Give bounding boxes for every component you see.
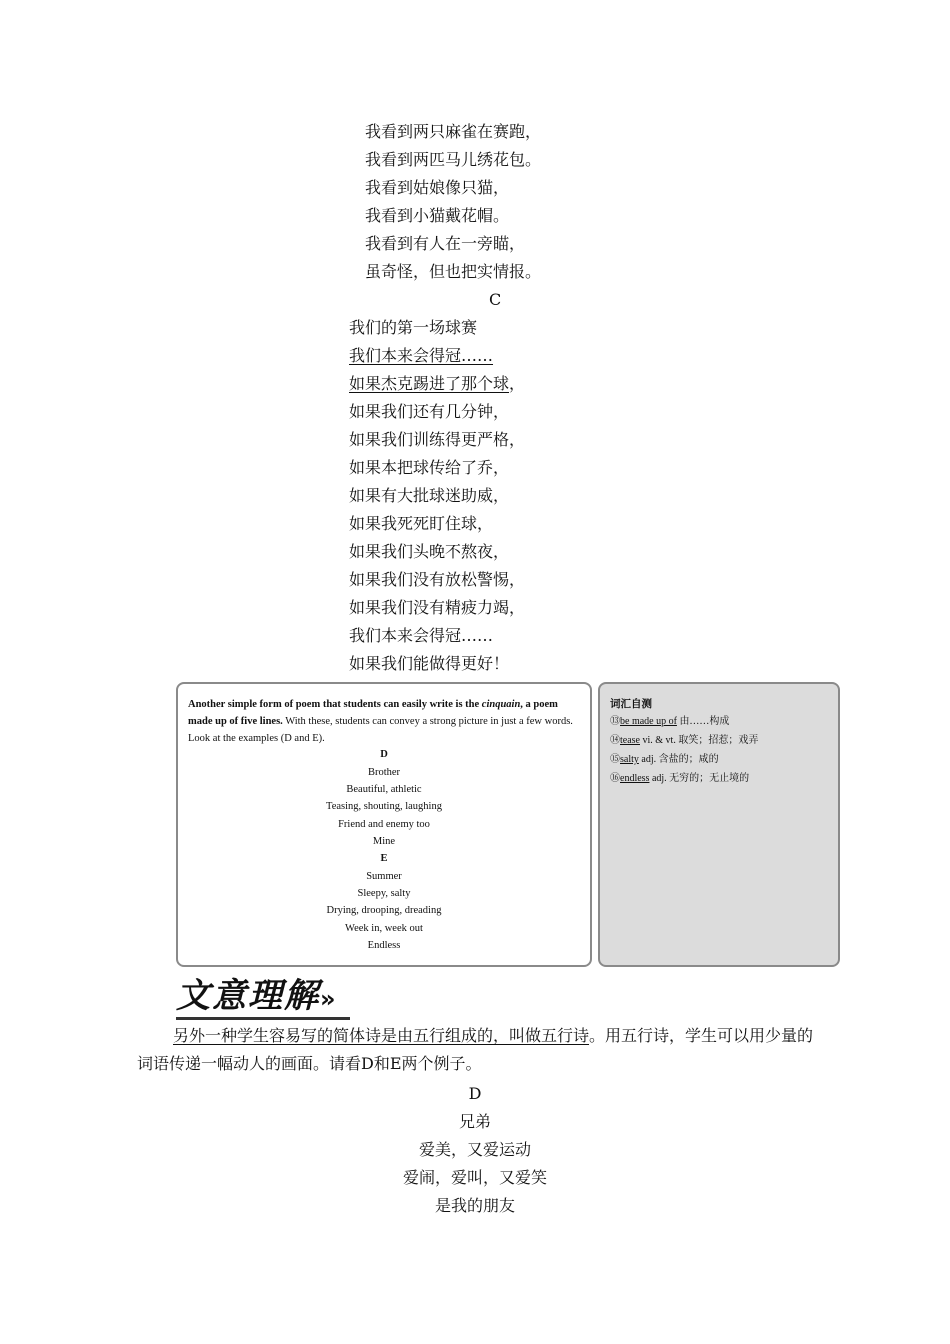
poem-d-line: Beautiful, athletic <box>346 784 422 795</box>
poem-b-line: 虽奇怪，但也把实情报。 <box>365 262 542 281</box>
poem-c-line: 如果我们训练得更严格， <box>349 430 526 449</box>
poem-c-line: 如果我死死盯住球， <box>349 514 494 533</box>
poem-d-line: Friend and enemy too <box>338 819 430 830</box>
poem-d-label: D <box>380 749 388 760</box>
vocab-num: ⑭ <box>610 735 620 746</box>
vocab-def: vi. & vt. 取笑；招惹；戏弄 <box>640 735 759 746</box>
paragraph-underlined: 另外一种学生容易写的简体诗是由五行组成的，叫做五行诗 <box>173 1026 590 1045</box>
intro-italic: cinquain <box>481 699 521 710</box>
poem-c-line: 我们本来会得冠…… <box>349 346 494 365</box>
poem-d-line: Teasing, shouting, laughing <box>326 801 442 812</box>
vocab-word: salty <box>620 754 639 765</box>
intro-bold: Another simple form of poem that students can easily write is the <box>188 699 482 710</box>
poem-c-line <box>349 374 525 394</box>
poem-c-line-punct: ， <box>509 374 526 393</box>
poem-b-line: 我看到两只麻雀在赛跑， <box>365 122 542 141</box>
vocab-word: tease <box>620 735 640 746</box>
vocab-item <box>610 772 749 786</box>
vocab-num: ⑯ <box>610 773 620 784</box>
vocab-def: 由……构成 <box>676 716 730 727</box>
cn-poem-d-line: 兄弟 <box>458 1112 491 1131</box>
poem-e-line: Sleepy, salty <box>357 888 411 899</box>
poem-c-line: 我们的第一场球赛 <box>349 318 478 337</box>
poem-c-line: 如果我们没有精疲力竭， <box>349 598 526 617</box>
poem-c-line: 如果我们头晚不熬夜， <box>349 542 510 561</box>
poem-b-line: 我看到有人在一旁瞄， <box>365 234 526 253</box>
poem-b-line: 我看到两匹马儿绣花包。 <box>365 150 542 169</box>
vocab-num: ⑮ <box>610 754 620 765</box>
vocab-word: endless <box>620 773 650 784</box>
vocab-item <box>610 715 729 729</box>
poem-c-line: 如果我们还有几分钟， <box>349 402 510 421</box>
poem-b-line: 我看到小猫戴花帽。 <box>365 206 510 225</box>
vocab-word: be made up of <box>620 716 677 727</box>
textbook-excerpt-box <box>176 682 592 967</box>
poem-b-line: 我看到姑娘像只猫， <box>365 178 510 197</box>
vocab-def: adj. 无穷的；无止境的 <box>649 773 750 784</box>
heading-chevron-icon: » <box>320 985 338 1013</box>
vocab-item <box>610 734 758 748</box>
poem-e-line: Drying, drooping, dreading <box>326 905 442 916</box>
section-heading <box>176 976 338 1019</box>
poem-c-line: 如果我们没有放松警惕， <box>349 570 526 589</box>
vocab-item <box>610 753 719 767</box>
poem-c-line-underlined: 如果杰克踢进了那个球 <box>349 374 510 393</box>
poem-d-line: Mine <box>372 836 396 847</box>
translation-paragraph <box>137 1022 817 1078</box>
cn-poem-d-line: 爱美，又爱运动 <box>418 1140 531 1159</box>
intro-rest: With these, students can convey a strong picture in just a few words. Look at the examples (D and E). <box>188 716 573 744</box>
poem-c-line: 如果有大批球迷助威， <box>349 486 510 505</box>
poem-d-line: Brother <box>367 767 401 778</box>
poem-c-line: 我们本来会得冠…… <box>349 626 494 645</box>
poem-c-line: 如果我们能做得更好！ <box>349 654 510 673</box>
section-heading-text: 文意理解 <box>176 976 320 1016</box>
vocab-box <box>598 682 840 967</box>
intro-bold-2: , a poem made up of five lines. <box>188 699 558 727</box>
cn-poem-d-line: 是我的朋友 <box>434 1196 515 1215</box>
vocab-num: ⑬ <box>610 716 620 727</box>
vocab-title: 词汇自测 <box>610 698 652 710</box>
poem-e-line: Summer <box>366 871 402 882</box>
heading-underline <box>176 1017 350 1020</box>
paragraph-rest: 。用五行诗，学生可以用少量的词语传递一幅动人的画面。请看D和E两个例子。 <box>137 1026 814 1073</box>
cn-poem-d-line: 爱闹，爱叫，又爱笑 <box>402 1168 547 1187</box>
cn-poem-d-label: D <box>468 1084 482 1103</box>
excerpt-intro <box>188 696 584 747</box>
poem-e-line: Week in, week out <box>345 923 423 934</box>
poem-c-line: 如果本把球传给了乔， <box>349 458 510 477</box>
poem-c-label: C <box>489 290 502 309</box>
vocab-def: adj. 含盐的；咸的 <box>638 754 719 765</box>
poem-e-label: E <box>380 853 388 864</box>
poem-e-line: Endless <box>367 940 401 951</box>
